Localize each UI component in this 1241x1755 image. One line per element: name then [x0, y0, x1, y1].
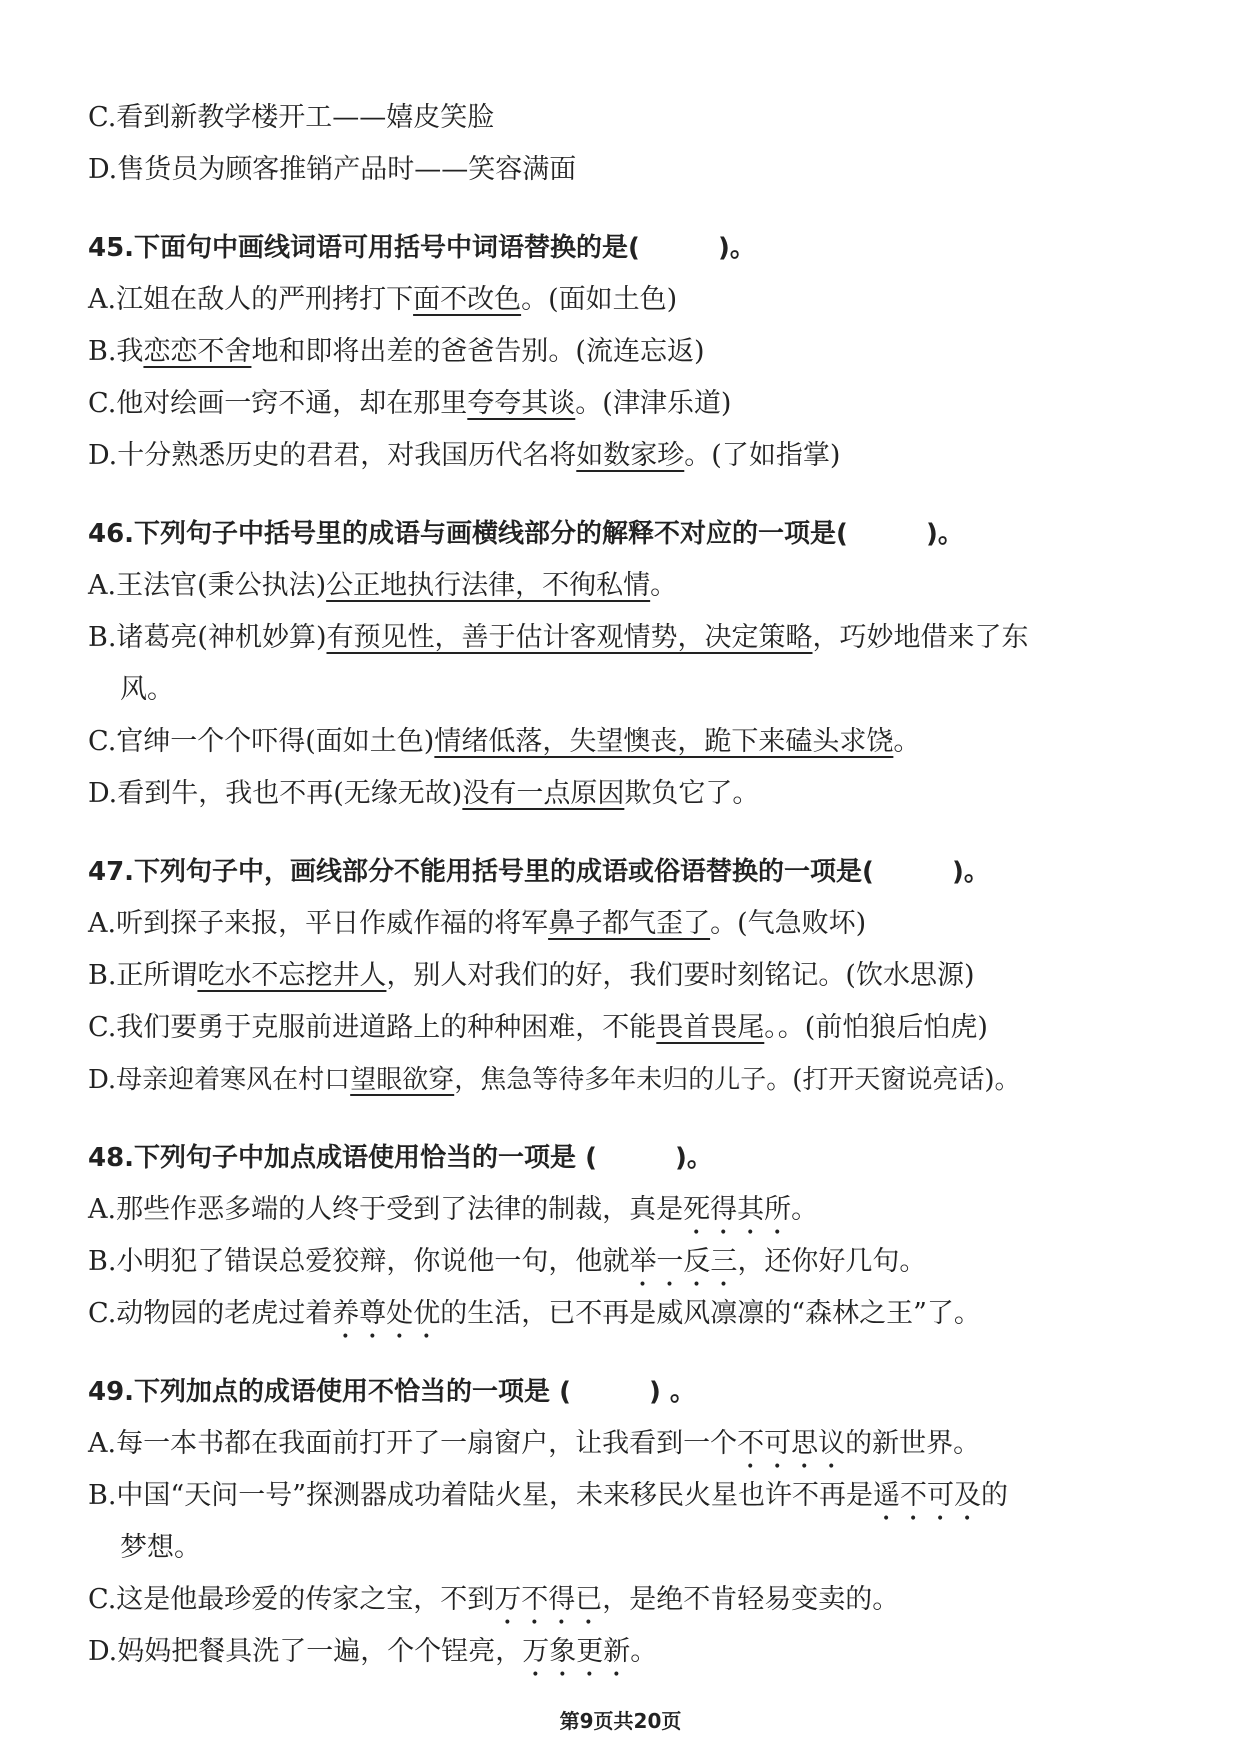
option-45d: D.十分熟悉历史的君君，对我国历代名将如数家珍。(了如指掌) [88, 440, 841, 471]
option-47b: B.正所谓吃水不忘挖井人，别人对我们的好，我们要时刻铭记。(饮水思源) [88, 960, 975, 991]
question-46: 46.下列句子中括号里的成语与画横线部分的解释不对应的一项是( )。 [88, 519, 964, 549]
option-45a: A.江姐在敌人的严刑拷打下面不改色。(面如土色) [88, 284, 678, 315]
question-45: 45.下面句中画线词语可用括号中词语替换的是( )。 [88, 233, 756, 263]
underlined-phrase: 如数家珍 [576, 440, 685, 471]
underlined-phrase: 有预见性，善于估计客观情势，决定策略 [326, 622, 813, 653]
option-48b: B.小明犯了错误总爱狡辩，你说他一句，他就举一反三，还你好几句。 [88, 1246, 927, 1277]
option-48a: A.那些作恶多端的人终于受到了法律的制裁，真是死得其所。 [88, 1194, 819, 1225]
dotted-idiom: 死得其所 [683, 1194, 792, 1225]
option-44d: D.售货员为顾客推销产品时——笑容满面 [88, 154, 577, 185]
dotted-idiom: 遥不可及 [873, 1480, 982, 1511]
option-47a: A.听到探子来报，平日作威作福的将军鼻子都气歪了。(气急败坏) [88, 908, 867, 939]
underlined-phrase: 公正地执行法律，不徇私情 [326, 570, 651, 601]
underlined-phrase: 恋恋不舍 [143, 336, 252, 367]
option-47d: D.母亲迎着寒风在村口望眼欲穿，焦急等待多年未归的儿子。(打开天窗说亮话)。 [88, 1065, 1021, 1095]
underlined-phrase: 没有一点原因 [462, 778, 625, 809]
question-48: 48.下列句子中加点成语使用恰当的一项是 ( )。 [88, 1143, 713, 1173]
underlined-phrase: 面不改色 [413, 284, 522, 315]
option-46b-continued: 风。 [120, 674, 174, 705]
question-47: 47.下列句子中，画线部分不能用括号里的成语或俗语替换的一项是( )。 [88, 857, 990, 887]
option-47c: C.我们要勇于克服前进道路上的种种困难，不能畏首畏尾。。(前怕狼后怕虎) [88, 1012, 988, 1043]
question-49: 49.下列加点的成语使用不恰当的一项是 ( ) 。 [88, 1377, 696, 1407]
underlined-phrase: 吃水不忘挖井人 [197, 960, 387, 991]
underlined-phrase: 鼻子都气歪了 [548, 908, 711, 939]
option-45b: B.我恋恋不舍地和即将出差的爸爸告别。(流连忘返) [88, 336, 705, 367]
underlined-phrase: 畏首畏尾 [656, 1012, 765, 1043]
dotted-idiom: 养尊处优 [332, 1298, 441, 1329]
option-49b: B.中国“天问一号”探测器成功着陆火星，未来移民火星也许不再是遥不可及的 [88, 1480, 1009, 1511]
dotted-idiom: 万不得已 [494, 1584, 603, 1615]
option-46a: A.王法官(秉公执法)公正地执行法律，不徇私情。 [88, 570, 678, 601]
option-48c: C.动物园的老虎过着养尊处优的生活，已不再是威风凛凛的“森林之王”了。 [88, 1298, 981, 1329]
dotted-idiom: 不可思议 [737, 1428, 846, 1459]
option-44c: C.看到新教学楼开工——嬉皮笑脸 [88, 102, 495, 133]
page-footer: 第9页共20页 [559, 1709, 682, 1733]
option-49c: C.这是他最珍爱的传家之宝，不到万不得已，是绝不肯轻易变卖的。 [88, 1584, 900, 1615]
option-46c: C.官绅一个个吓得(面如土色)情绪低落，失望懊丧，跪下来磕头求饶。 [88, 726, 921, 757]
underlined-phrase: 情绪低落，失望懊丧，跪下来磕头求饶 [434, 726, 894, 757]
option-49b-continued: 梦想。 [120, 1532, 201, 1563]
option-49d: D.妈妈把餐具洗了一遍，个个锃亮，万象更新。 [88, 1636, 658, 1667]
dotted-idiom: 举一反三 [629, 1246, 738, 1277]
option-46d: D.看到牛，我也不再(无缘无故)没有一点原因欺负它了。 [88, 778, 760, 809]
dotted-idiom: 万象更新 [522, 1636, 631, 1667]
option-46b: B.诸葛亮(神机妙算)有预见性，善于估计客观情势，决定策略，巧妙地借来了东 [88, 622, 1029, 653]
option-49a: A.每一本书都在我面前打开了一扇窗户，让我看到一个不可思议的新世界。 [88, 1428, 981, 1459]
underlined-phrase: 夸夸其谈 [467, 388, 576, 419]
underlined-phrase: 望眼欲穿 [350, 1065, 455, 1095]
option-45c: C.他对绘画一窍不通，却在那里夸夸其谈。(津津乐道) [88, 388, 732, 419]
